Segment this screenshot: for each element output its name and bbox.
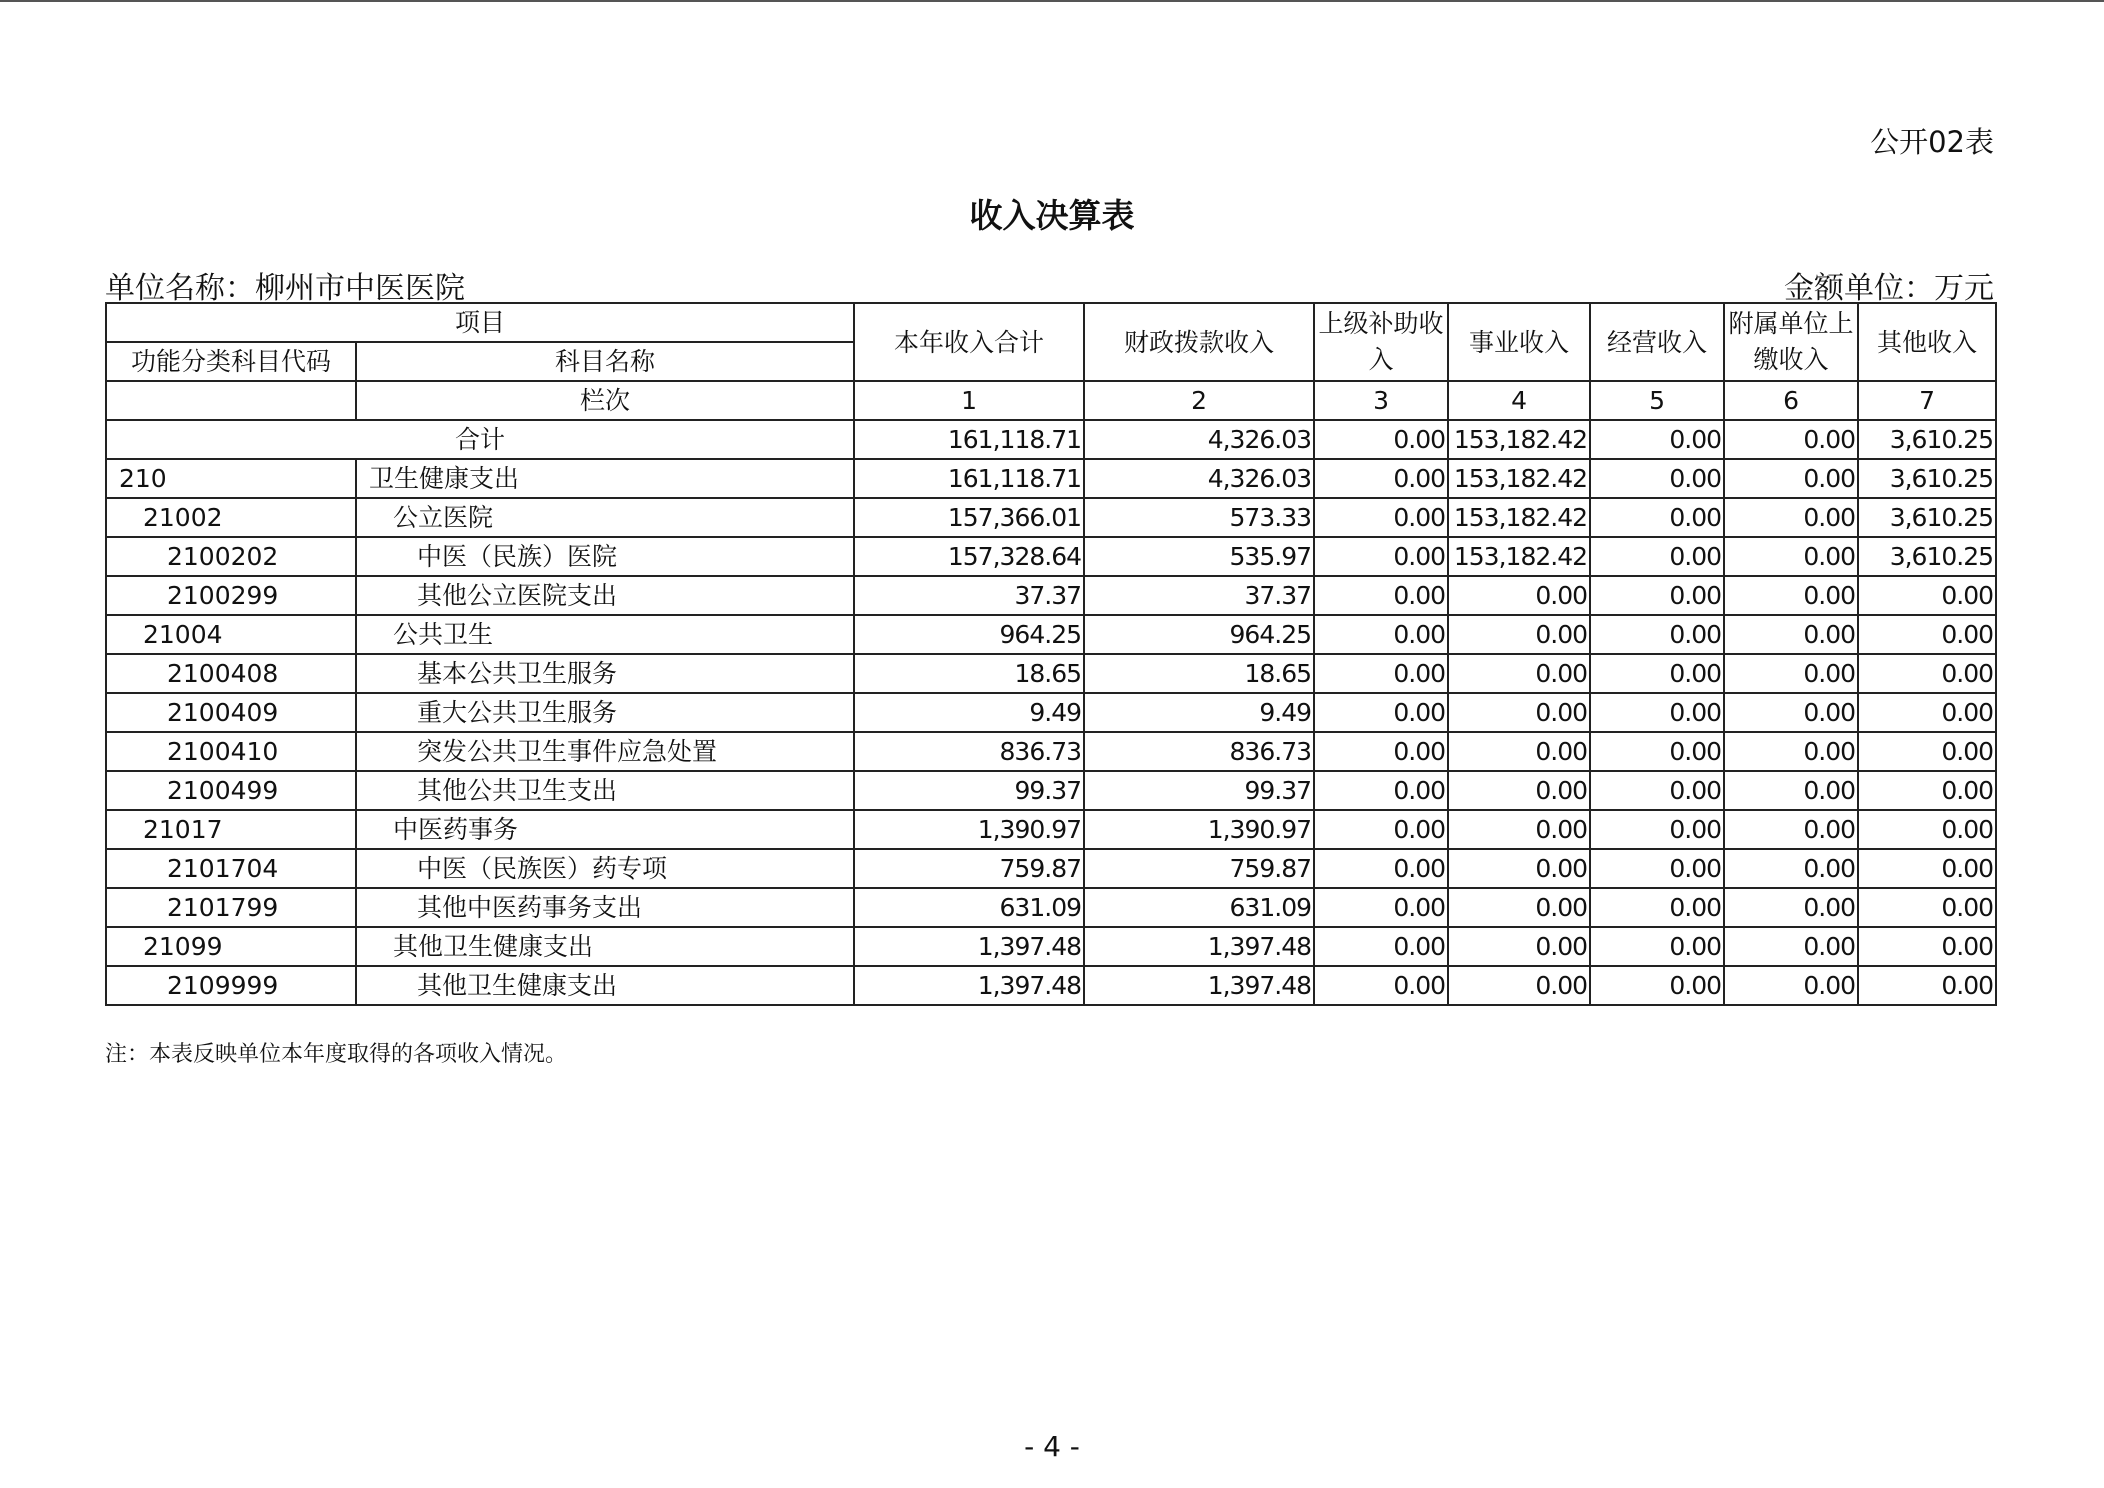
subject-name: 基本公共卫生服务: [356, 654, 854, 693]
cell-value: 3,610.25: [1858, 420, 1996, 459]
cell-value: 0.00: [1590, 615, 1724, 654]
cell-value: 0.00: [1858, 771, 1996, 810]
cell-value: 0.00: [1590, 576, 1724, 615]
cell-value: 0.00: [1858, 576, 1996, 615]
cell-value: 0.00: [1314, 420, 1448, 459]
header-col-other: 其他收入: [1858, 303, 1996, 381]
cell-value: 9.49: [1084, 693, 1314, 732]
cell-value: 3,610.25: [1858, 498, 1996, 537]
cell-value: 0.00: [1314, 654, 1448, 693]
cell-value: 1,397.48: [854, 966, 1084, 1005]
subject-code: 21004: [106, 615, 356, 654]
cell-value: 0.00: [1590, 537, 1724, 576]
col-number: 5: [1590, 381, 1724, 420]
cell-value: 631.09: [854, 888, 1084, 927]
subject-code: 2100408: [106, 654, 356, 693]
unit-name: 单位名称：柳州市中医医院: [105, 271, 465, 306]
cell-value: 157,366.01: [854, 498, 1084, 537]
cell-value: 0.00: [1314, 849, 1448, 888]
cell-value: 153,182.42: [1448, 498, 1590, 537]
cell-value: 573.33: [1084, 498, 1314, 537]
cell-value: 153,182.42: [1448, 537, 1590, 576]
cell-value: 0.00: [1448, 615, 1590, 654]
footnote: 注：本表反映单位本年度取得的各项收入情况。: [105, 1042, 568, 1067]
cell-value: 759.87: [854, 849, 1084, 888]
cell-value: 0.00: [1590, 927, 1724, 966]
subject-name: 突发公共卫生事件应急处置: [356, 732, 854, 771]
subject-name: 其他卫生健康支出: [356, 927, 854, 966]
subject-code: 2100410: [106, 732, 356, 771]
cell-value: 0.00: [1858, 810, 1996, 849]
cell-value: 0.00: [1314, 459, 1448, 498]
table-row: [106, 888, 1996, 927]
subject-code: 21099: [106, 927, 356, 966]
header-item: 项目: [106, 303, 854, 342]
cell-value: 0.00: [1590, 654, 1724, 693]
cell-value: 0.00: [1590, 498, 1724, 537]
cell-value: 1,390.97: [1084, 810, 1314, 849]
subject-name: 公立医院: [356, 498, 854, 537]
subject-name: 卫生健康支出: [356, 459, 854, 498]
cell-value: 99.37: [854, 771, 1084, 810]
cell-value: 0.00: [1448, 576, 1590, 615]
form-number: 公开02表: [1870, 125, 1994, 159]
cell-value: 18.65: [854, 654, 1084, 693]
col-number: 3: [1314, 381, 1448, 420]
header-col-operating: 经营收入: [1590, 303, 1724, 381]
subject-name: 中医（民族）医院: [356, 537, 854, 576]
cell-value: 0.00: [1724, 810, 1858, 849]
cell-value: 0.00: [1590, 459, 1724, 498]
subject-name: 中医（民族医）药专项: [356, 849, 854, 888]
cell-value: 0.00: [1724, 654, 1858, 693]
cell-value: 0.00: [1590, 888, 1724, 927]
table-row: [106, 459, 1996, 498]
cell-value: 153,182.42: [1448, 459, 1590, 498]
subject-name: 其他公共卫生支出: [356, 771, 854, 810]
cell-value: 0.00: [1724, 615, 1858, 654]
cell-value: 0.00: [1858, 888, 1996, 927]
total-row: [106, 420, 1996, 459]
cell-value: 0.00: [1314, 537, 1448, 576]
cell-value: 0.00: [1858, 732, 1996, 771]
subject-code: 21002: [106, 498, 356, 537]
table-row: [106, 732, 1996, 771]
subject-code: 2109999: [106, 966, 356, 1005]
cell-value: 0.00: [1858, 615, 1996, 654]
cell-value: 0.00: [1858, 693, 1996, 732]
cell-value: 161,118.71: [854, 459, 1084, 498]
cell-value: 0.00: [1590, 732, 1724, 771]
header-col-fiscal: 财政拨款收入: [1084, 303, 1314, 381]
header-index-label: 栏次: [356, 381, 854, 420]
top-border-line: [0, 0, 2104, 2]
header-col-total: 本年收入合计: [854, 303, 1084, 381]
cell-value: 0.00: [1314, 576, 1448, 615]
cell-value: 153,182.42: [1448, 420, 1590, 459]
subject-code: 2100299: [106, 576, 356, 615]
header-name: 科目名称: [356, 342, 854, 381]
cell-value: 0.00: [1448, 927, 1590, 966]
cell-value: 0.00: [1724, 771, 1858, 810]
cell-value: 0.00: [1448, 888, 1590, 927]
cell-value: 759.87: [1084, 849, 1314, 888]
subject-name: 其他卫生健康支出: [356, 966, 854, 1005]
income-table: [105, 302, 1997, 1006]
cell-value: 3,610.25: [1858, 537, 1996, 576]
cell-value: 0.00: [1448, 771, 1590, 810]
cell-value: 0.00: [1314, 888, 1448, 927]
cell-value: 0.00: [1314, 771, 1448, 810]
cell-value: 0.00: [1858, 927, 1996, 966]
header-code: 功能分类科目代码: [106, 342, 356, 381]
cell-value: 0.00: [1448, 966, 1590, 1005]
cell-value: 0.00: [1314, 966, 1448, 1005]
cell-value: 0.00: [1590, 966, 1724, 1005]
cell-value: 0.00: [1590, 771, 1724, 810]
cell-value: 0.00: [1590, 420, 1724, 459]
cell-value: 4,326.03: [1084, 459, 1314, 498]
subject-name: 其他中医药事务支出: [356, 888, 854, 927]
table-row: [106, 537, 1996, 576]
cell-value: 0.00: [1590, 849, 1724, 888]
cell-value: 964.25: [1084, 615, 1314, 654]
cell-value: 0.00: [1858, 849, 1996, 888]
cell-value: 157,328.64: [854, 537, 1084, 576]
header-col-superior: 上级补助收入: [1314, 303, 1448, 381]
cell-value: 1,397.48: [1084, 966, 1314, 1005]
cell-value: 37.37: [1084, 576, 1314, 615]
table-row: [106, 576, 1996, 615]
subject-code: 210: [106, 459, 356, 498]
col-number: 7: [1858, 381, 1996, 420]
cell-value: 0.00: [1314, 927, 1448, 966]
header-col-business: 事业收入: [1448, 303, 1590, 381]
cell-value: 0.00: [1858, 654, 1996, 693]
cell-value: 0.00: [1448, 810, 1590, 849]
cell-value: 0.00: [1314, 693, 1448, 732]
col-number: 6: [1724, 381, 1858, 420]
cell-value: 0.00: [1724, 693, 1858, 732]
cell-value: 631.09: [1084, 888, 1314, 927]
cell-value: 0.00: [1314, 732, 1448, 771]
cell-value: 3,610.25: [1858, 459, 1996, 498]
cell-value: 9.49: [854, 693, 1084, 732]
cell-value: 0.00: [1314, 498, 1448, 537]
cell-value: 0.00: [1590, 810, 1724, 849]
cell-value: 0.00: [1448, 732, 1590, 771]
cell-value: 0.00: [1724, 888, 1858, 927]
table-row: [106, 927, 1996, 966]
table-row: [106, 498, 1996, 537]
subject-code: 2100499: [106, 771, 356, 810]
page-number: - 4 -: [1024, 1430, 1080, 1463]
cell-value: 0.00: [1724, 498, 1858, 537]
col-number: 2: [1084, 381, 1314, 420]
cell-value: 0.00: [1314, 810, 1448, 849]
cell-value: 0.00: [1858, 966, 1996, 1005]
cell-value: 99.37: [1084, 771, 1314, 810]
col-number: 1: [854, 381, 1084, 420]
cell-value: 0.00: [1724, 927, 1858, 966]
cell-value: 37.37: [854, 576, 1084, 615]
page-title: 收入决算表: [969, 196, 1135, 235]
cell-value: 1,397.48: [1084, 927, 1314, 966]
cell-value: 836.73: [854, 732, 1084, 771]
cell-value: 0.00: [1448, 849, 1590, 888]
cell-value: 18.65: [1084, 654, 1314, 693]
cell-value: 0.00: [1724, 849, 1858, 888]
cell-value: 0.00: [1314, 615, 1448, 654]
cell-value: 535.97: [1084, 537, 1314, 576]
table-row: [106, 771, 1996, 810]
total-label: 合计: [106, 420, 854, 459]
cell-value: 0.00: [1724, 732, 1858, 771]
header-index-blank: [106, 381, 356, 420]
cell-value: 0.00: [1724, 459, 1858, 498]
table-row: [106, 615, 1996, 654]
subject-name: 中医药事务: [356, 810, 854, 849]
cell-value: 0.00: [1590, 693, 1724, 732]
table-row: [106, 966, 1996, 1005]
amount-unit: 金额单位：万元: [1784, 271, 1994, 306]
subject-code: 2100409: [106, 693, 356, 732]
cell-value: 1,397.48: [854, 927, 1084, 966]
table-row: [106, 693, 1996, 732]
cell-value: 0.00: [1724, 537, 1858, 576]
col-number: 4: [1448, 381, 1590, 420]
subject-code: 2101704: [106, 849, 356, 888]
subject-code: 21017: [106, 810, 356, 849]
cell-value: 1,390.97: [854, 810, 1084, 849]
cell-value: 964.25: [854, 615, 1084, 654]
table-row: [106, 810, 1996, 849]
cell-value: 0.00: [1724, 966, 1858, 1005]
subject-name: 其他公立医院支出: [356, 576, 854, 615]
cell-value: 836.73: [1084, 732, 1314, 771]
subject-code: 2100202: [106, 537, 356, 576]
header-col-affiliated: 附属单位上缴收入: [1724, 303, 1858, 381]
table-row: [106, 654, 1996, 693]
table-row: [106, 849, 1996, 888]
cell-value: 0.00: [1448, 693, 1590, 732]
cell-value: 0.00: [1724, 576, 1858, 615]
cell-value: 0.00: [1448, 654, 1590, 693]
cell-value: 161,118.71: [854, 420, 1084, 459]
subject-code: 2101799: [106, 888, 356, 927]
subject-name: 重大公共卫生服务: [356, 693, 854, 732]
cell-value: 4,326.03: [1084, 420, 1314, 459]
subject-name: 公共卫生: [356, 615, 854, 654]
cell-value: 0.00: [1724, 420, 1858, 459]
